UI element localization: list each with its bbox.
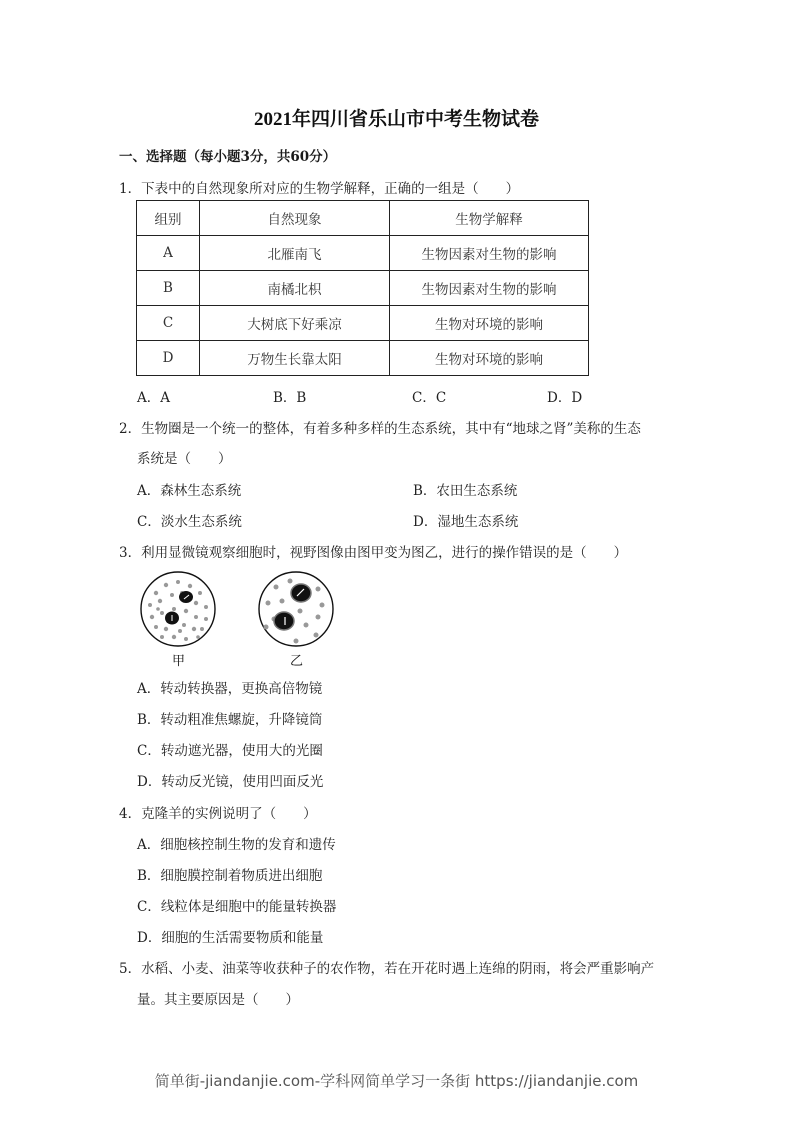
question-1-table [136, 200, 589, 376]
option-c: C．转动遮光器，使用大的光圈 [137, 743, 323, 759]
question-1-stem: 1．下表中的自然现象所对应的生物学解释，正确的一组是（ ） [119, 181, 520, 197]
table-header: 生物学解释 [390, 201, 589, 236]
question-2-stem-line2: 系统是（ ） [137, 451, 232, 467]
section-heading: 一、选择题（每小题3分，共60分） [119, 149, 337, 165]
table-cell: 生物对环境的影响 [390, 341, 589, 376]
option-b: B．B [273, 390, 307, 406]
cell-diagram-jia-icon [138, 571, 218, 651]
table-row [137, 236, 589, 271]
option-c: C．淡水生态系统 [137, 514, 242, 530]
table-row [137, 271, 589, 306]
option-c: C．线粒体是细胞中的能量转换器 [137, 899, 337, 915]
option-b: B．细胞膜控制着物质进出细胞 [137, 868, 323, 884]
table-cell: 北雁南飞 [200, 236, 390, 271]
table-cell: 生物因素对生物的影响 [390, 271, 589, 306]
table-cell: 南橘北枳 [200, 271, 390, 306]
table-cell: D [137, 341, 200, 376]
table-cell: A [137, 236, 200, 271]
option-a: A．转动转换器，更换高倍物镜 [137, 681, 323, 697]
option-d: D．转动反光镜，使用凹面反光 [137, 774, 324, 790]
table-cell: 大树底下好乘凉 [200, 306, 390, 341]
table-row [137, 341, 589, 376]
option-b: B．转动粗准焦螺旋，升降镜筒 [137, 712, 323, 728]
option-d: D．湿地生态系统 [413, 514, 519, 530]
table-cell: 生物因素对生物的影响 [390, 236, 589, 271]
option-a: A．森林生态系统 [137, 483, 242, 499]
option-a: A．A [137, 390, 170, 406]
question-5-stem-line1: 5．水稻、小麦、油菜等收获种子的农作物，若在开花时遇上连绵的阴雨，将会严重影响产 [119, 961, 655, 977]
table-header: 组别 [137, 201, 200, 236]
footer-watermark: 简单街-jiandanjie.com-学科网简单学习一条街 https://jiandanjie.com [154, 1072, 639, 1090]
figure-label-yi: 乙 [290, 654, 304, 669]
question-4-stem: 4．克隆羊的实例说明了（ ） [119, 806, 317, 822]
cell-diagram-yi-icon [256, 571, 336, 651]
option-d: D．细胞的生活需要物质和能量 [137, 930, 324, 946]
table-cell: 生物对环境的影响 [390, 306, 589, 341]
page-title: 2021年四川省乐山市中考生物试卷 [253, 109, 539, 130]
table-cell: B [137, 271, 200, 306]
option-b: B．农田生态系统 [413, 483, 518, 499]
figure-label-jia: 甲 [172, 654, 186, 669]
option-c: C．C [412, 390, 447, 406]
question-3-stem: 3．利用显微镜观察细胞时，视野图像由图甲变为图乙，进行的操作错误的是（ ） [119, 545, 628, 561]
table-cell: C [137, 306, 200, 341]
table-header: 自然现象 [200, 201, 390, 236]
table-header-row [137, 201, 589, 236]
option-a: A．细胞核控制生物的发育和遗传 [137, 837, 336, 853]
microscope-view-yi [256, 571, 336, 651]
question-5-stem-line2: 量。其主要原因是（ ） [137, 992, 299, 1008]
microscope-view-jia [138, 571, 218, 651]
table-cell: 万物生长靠太阳 [200, 341, 390, 376]
table-row [137, 306, 589, 341]
question-2-stem-line1: 2．生物圈是一个统一的整体，有着多种多样的生态系统，其中有“地球之肾”美称的生态 [119, 421, 641, 437]
option-d: D．D [547, 390, 583, 406]
